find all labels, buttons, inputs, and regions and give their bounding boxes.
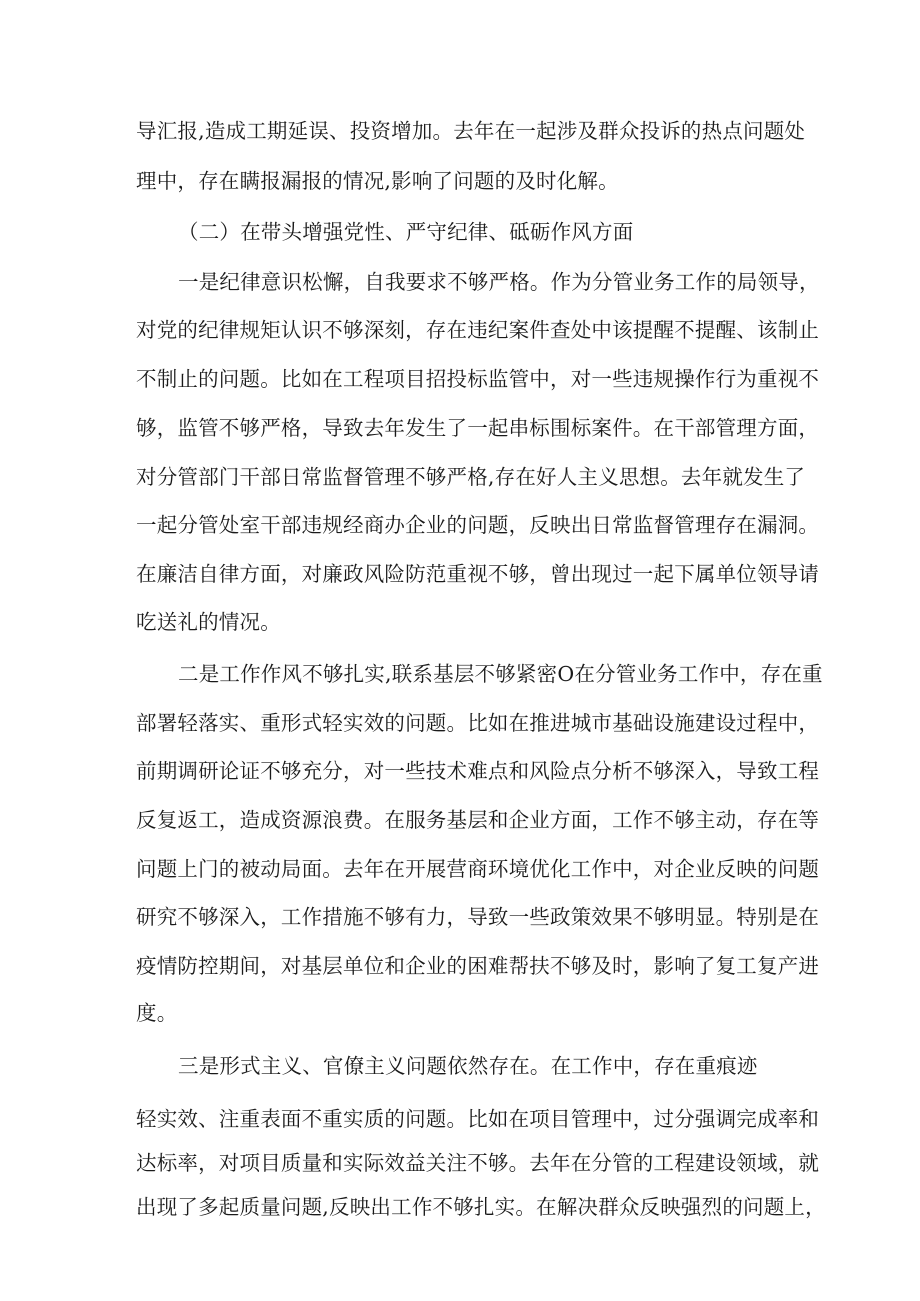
text-line: 对分管部门干部日常监督管理不够严格,存在好人主义思想。去年就发生了 (136, 465, 806, 489)
text-line: 在廉洁自律方面，对廉政风险防范重视不够，曾出现过一起下属单位领导请 (136, 562, 820, 586)
text-line: 轻实效、注重表面不重实质的问题。比如在项目管理中，过分强调完成率和 (136, 1107, 820, 1131)
text-line: 研究不够深入，工作措施不够有力，导致一些政策效果不够明显。特别是在 (136, 905, 820, 929)
text-line: 度。 (136, 1001, 178, 1025)
text-line: 部署轻落实、重形式轻实效的问题。比如在推进城市基础设施建设过程中， (136, 711, 820, 735)
text-line: 吃送礼的情况。 (136, 610, 281, 634)
text-line: 对党的纪律规矩认识不够深刻，存在违纪案件查处中该提醒不提醒、该制止 (136, 318, 820, 342)
text-line: 导汇报,造成工期延误、投资增加。去年在一起涉及群众投诉的热点问题处 (136, 119, 806, 143)
paragraph-first-line: 三是形式主义、官僚主义问题依然存在。在工作中，存在重痕迹 (178, 1054, 758, 1078)
text-line: 反复返工，造成资源浪费。在服务基层和企业方面，工作不够主动，存在等 (136, 808, 820, 832)
text-line: 够，监管不够严格，导致去年发生了一起串标围标案件。在干部管理方面， (136, 416, 820, 440)
section-heading: （二）在带头增强党性、严守纪律、砥砺作风方面 (178, 220, 634, 244)
text-line: 疫情防控期间，对基层单位和企业的困难帮扶不够及时，影响了复工复产进 (136, 954, 820, 978)
text-line: 前期调研论证不够充分，对一些技术难点和风险点分析不够深入，导致工程 (136, 759, 820, 783)
text-line: 理中，存在瞒报漏报的情况,影响了问题的及时化解。 (136, 169, 619, 193)
paragraph-first-line: 二是工作作风不够扎实,联系基层不够紧密O在分管业务工作中，存在重 (178, 662, 823, 686)
text-line: 一起分管处室干部违规经商办企业的问题，反映出日常监督管理存在漏洞。 (136, 513, 820, 537)
paragraph-first-line: 一是纪律意识松懈，自我要求不够严格。作为分管业务工作的局领导， (178, 270, 820, 294)
text-line: 问题上门的被动局面。去年在开展营商环境优化工作中，对企业反映的问题 (136, 857, 820, 881)
text-line: 不制止的问题。比如在工程项目招投标监管中，对一些违规操作行为重视不 (136, 367, 820, 391)
text-line: 达标率，对项目质量和实际效益关注不够。去年在分管的工程建设领域，就 (136, 1151, 820, 1175)
text-line: 出现了多起质量问题,反映出工作不够扎实。在解决群众反映强烈的问题上， (136, 1195, 826, 1219)
